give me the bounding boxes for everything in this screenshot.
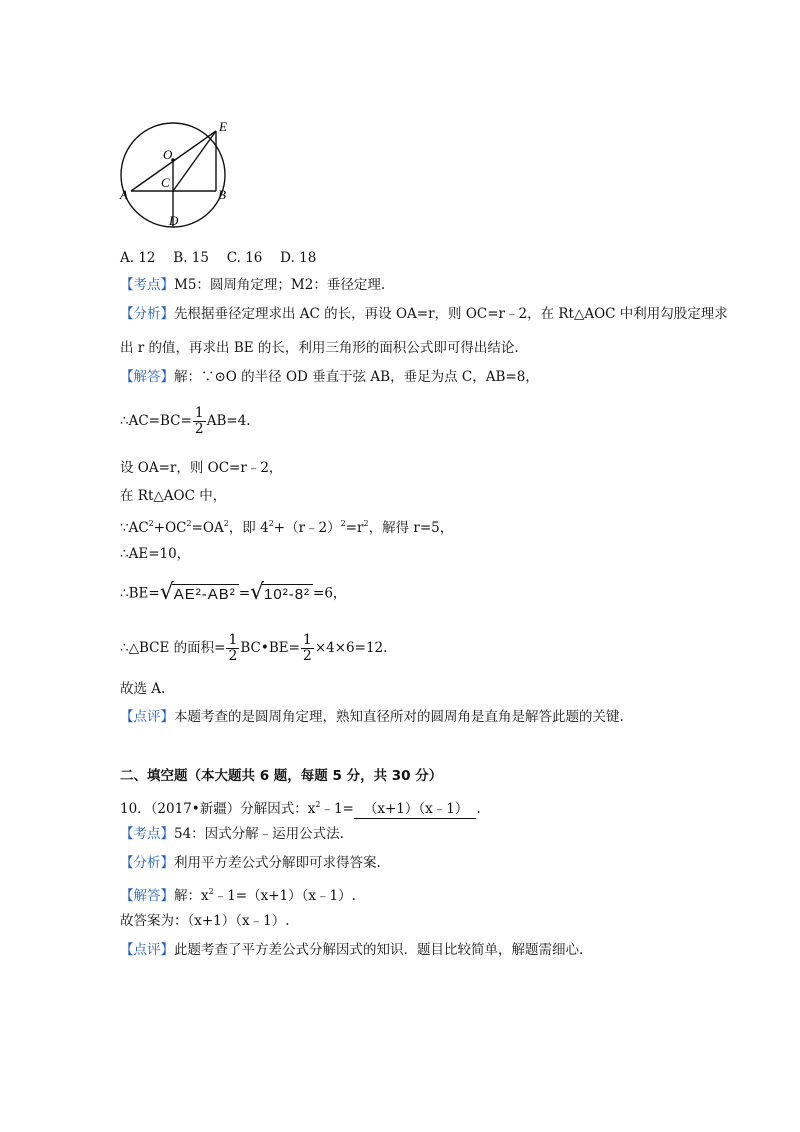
sqrt-expression-2 <box>250 580 313 605</box>
kaodian-tag: 【考点】 <box>120 277 174 293</box>
fenxi-line-1 <box>120 305 728 323</box>
segment-ce <box>173 131 216 191</box>
label-d: D <box>169 213 179 228</box>
jieda-line <box>120 368 539 386</box>
radicand-1: AE²-AB² <box>172 584 239 604</box>
label-b: B <box>218 187 226 202</box>
q10-final: 故答案为：（x+1）（x﹣1）. <box>120 913 290 929</box>
kaodian-line <box>120 276 385 294</box>
step-ac-pre: ∴AC=BC= <box>120 413 192 429</box>
kaodian-text: M5：圆周角定理；M2：垂径定理. <box>174 277 386 293</box>
q10-fenxi-line <box>120 854 381 872</box>
q10-stem-mid: ﹣1= <box>320 801 354 817</box>
step-ac-post: AB=4. <box>206 413 251 429</box>
jieda-tag: 【解答】 <box>120 888 174 904</box>
fraction-half <box>226 633 239 664</box>
py-part-a: ∵AC <box>120 520 149 536</box>
step-ac <box>120 406 251 437</box>
circle-diagram <box>115 115 245 230</box>
py-part-b: +OC <box>153 520 187 536</box>
fraction-denominator: 2 <box>302 648 312 664</box>
jieda-text: 解：∵⊙O 的半径 OD 垂直于弦 AB，垂足为点 C，AB=8， <box>174 369 539 385</box>
q10-dianping-line <box>120 941 583 959</box>
dianping-text: 本题考查的是圆周角定理，熟知直径所对的圆周角是直角是解答此题的关键. <box>174 709 624 725</box>
answer-choices: A. 12 B. 15 C. 16 D. 18 <box>120 250 317 266</box>
sup-2: 2 <box>315 800 321 809</box>
fraction-half <box>301 633 314 664</box>
step-area-mid: BC•BE= <box>240 640 300 656</box>
radicand-2: 10²-8² <box>262 584 313 604</box>
q10-stem-pre: 10．（2017•新疆）分解因式：x <box>120 801 316 817</box>
fenxi-text: 利用平方差公式分解即可求得答案. <box>174 855 381 871</box>
sqrt-expression-1 <box>159 580 239 605</box>
answer-blank: （x+1）（x﹣1） <box>354 800 476 819</box>
label-c: C <box>161 175 170 190</box>
py-part-e: +（r﹣2） <box>273 520 341 536</box>
jieda-post: ﹣1=（x+1）（x﹣1）. <box>213 888 356 904</box>
step-rt: 在 Rt△AOC 中， <box>120 488 227 504</box>
step-oa: 设 OA=r，则 OC=r﹣2， <box>120 460 283 476</box>
q10-stem <box>120 796 481 819</box>
sup-2: 2 <box>208 887 214 896</box>
q10-stem-post: . <box>476 801 481 817</box>
py-part-f: =r <box>345 520 364 536</box>
py-part-g: ，解得 r=5， <box>368 520 454 536</box>
sup-2: 2 <box>148 519 154 528</box>
fenxi-line-2: 出 r 的值，再求出 BE 的长，利用三角形的面积公式即可得出结论. <box>120 340 519 356</box>
step-pythagoras <box>120 515 453 537</box>
step-area <box>120 633 387 664</box>
fraction-numerator: 1 <box>194 405 204 421</box>
step-be-pre: ∴BE= <box>120 585 160 602</box>
sup-2: 2 <box>363 519 369 528</box>
dianping-text: 此题考查了平方差公式分解因式的知识．题目比较简单，解题需细心. <box>174 942 584 958</box>
sup-2: 2 <box>223 519 229 528</box>
fraction-numerator: 1 <box>228 632 238 648</box>
fraction-denominator: 2 <box>194 421 204 437</box>
label-e: E <box>219 119 227 134</box>
label-a: A <box>120 187 128 202</box>
dianping-tag: 【点评】 <box>120 709 174 725</box>
step-area-post: ×4×6=12. <box>314 640 388 656</box>
fraction-numerator: 1 <box>302 632 312 648</box>
section-title: 二、填空题（本大题共 6 题，每题 5 分，共 30 分） <box>120 768 443 784</box>
jieda-tag: 【解答】 <box>120 369 174 385</box>
sup-2: 2 <box>340 519 346 528</box>
fenxi-text-1: 先根据垂径定理求出 AC 的长，再设 OA=r，则 OC=r﹣2，在 Rt△AOC 中利用勾股定理求 <box>174 306 728 322</box>
sup-2: 2 <box>186 519 192 528</box>
sqrt-sign-icon: √ <box>159 580 174 605</box>
fenxi-tag: 【分析】 <box>120 855 174 871</box>
jieda-pre: 解：x <box>174 888 209 904</box>
py-part-c: =OA <box>191 520 224 536</box>
step-area-pre: ∴△BCE 的面积= <box>120 640 226 656</box>
conclusion: 故选 A. <box>120 681 166 697</box>
fenxi-tag: 【分析】 <box>120 306 174 322</box>
step-be-eq: = <box>238 585 251 602</box>
py-part-d: ，即 4 <box>228 520 269 536</box>
label-o: O <box>163 147 173 162</box>
dianping-tag: 【点评】 <box>120 942 174 958</box>
kaodian-text: 54：因式分解﹣运用公式法. <box>174 826 344 842</box>
fraction-half <box>193 406 206 437</box>
dianping-line <box>120 708 624 726</box>
step-ae: ∴AE=10， <box>120 546 191 562</box>
step-be <box>120 580 347 605</box>
q10-kaodian-line <box>120 825 344 843</box>
step-be-post: =6， <box>313 585 347 602</box>
sup-2: 2 <box>268 519 274 528</box>
sqrt-sign-icon: √ <box>250 580 265 605</box>
q10-jieda-line <box>120 883 356 905</box>
fraction-denominator: 2 <box>228 648 238 664</box>
kaodian-tag: 【考点】 <box>120 826 174 842</box>
